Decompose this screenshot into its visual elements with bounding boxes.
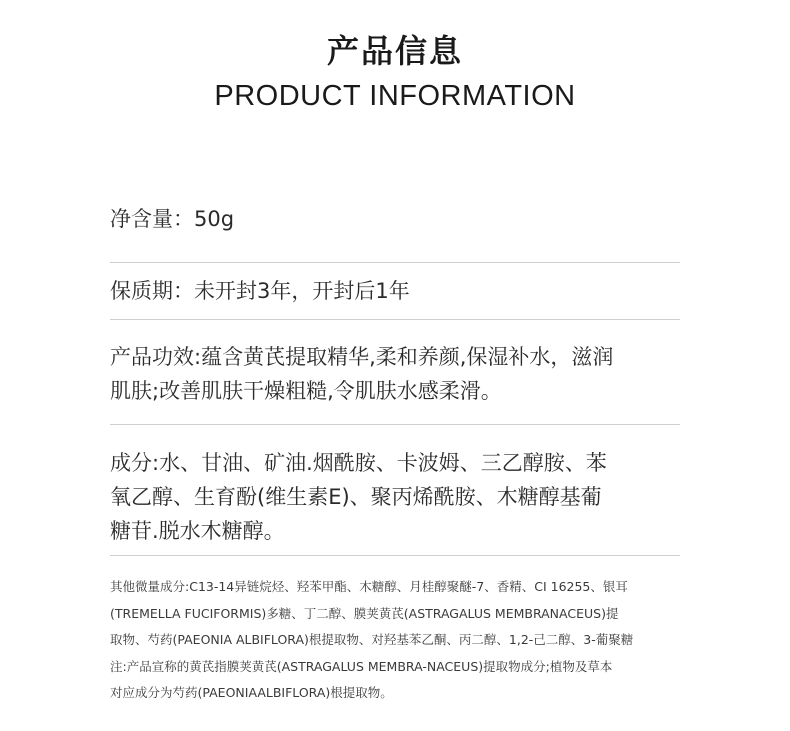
- efficacy-block: [110, 340, 680, 408]
- fine-print-line: 其他微量成分:C13-14异链烷烃、羟苯甲酯、木糖醇、月桂醇聚醚-7、香精、CI 16255、银耳: [110, 579, 628, 594]
- divider: [110, 262, 680, 263]
- page-title-cn: 产品信息: [326, 32, 463, 70]
- divider: [110, 555, 680, 556]
- divider: [110, 319, 680, 320]
- efficacy-line: 肌肤;改善肌肤干燥粗糙,令肌肤水感柔滑。: [110, 379, 502, 403]
- divider: [110, 424, 680, 425]
- shelf-life: 保质期：未开封3年，开封后1年: [110, 279, 410, 303]
- ingredients-line: 成分:水、甘油、矿油.烟酰胺、卡波姆、三乙醇胺、苯: [110, 451, 607, 475]
- fine-print-line: 对应成分为芍药(PAEONIAALBIFLORA)根提取物。: [110, 685, 393, 700]
- fine-print-line: 注:产品宣称的黄芪指膜荚黄芪(ASTRAGALUS MEMBRA-NACEUS)提取物成分;植物及草本: [110, 658, 613, 674]
- ingredients-line: 糖苷.脱水木糖醇。: [110, 519, 285, 543]
- ingredients-block: [110, 446, 680, 548]
- page-title-en: PRODUCT INFORMATION: [214, 80, 576, 112]
- fine-print-line: 取物、芍药(PAEONIA ALBIFLORA)根提取物、对羟基苯乙酮、丙二醇、1,2-己二醇、3-葡聚糖: [110, 632, 634, 647]
- efficacy-line: 产品功效:蕴含黄芪提取精华,柔和养颜,保湿补水，滋润: [110, 345, 614, 369]
- fine-print-line: (TREMELLA FUCIFORMIS)多糖、丁二醇、膜荚黄芪(ASTRAGALUS MEMBRANACEUS)提: [110, 605, 619, 621]
- ingredients-line: 氧乙醇、生育酚(维生素E)、聚丙烯酰胺、木糖醇基葡: [110, 485, 602, 509]
- fine-print: [110, 574, 682, 707]
- net-content: 净含量：50g: [110, 207, 235, 231]
